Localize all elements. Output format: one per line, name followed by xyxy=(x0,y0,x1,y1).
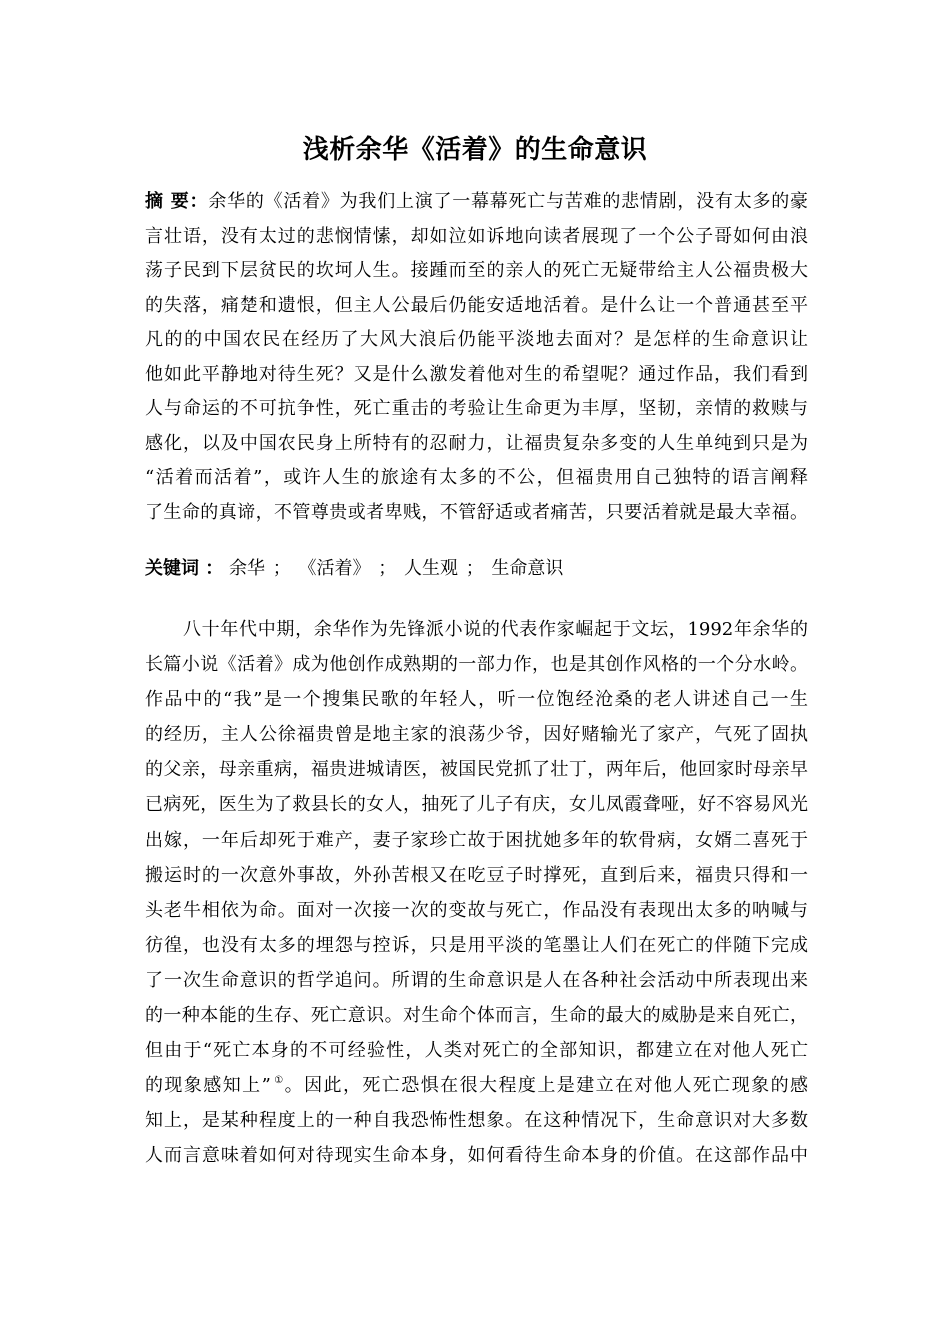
abstract-line: 言壮语，没有太过的悲悯情愫，却如泣如诉地向读者展现了一个公子哥如何由浪 xyxy=(145,225,808,247)
body-line: 但由于“死亡本身的不可经验性，人类对死亡的全部知识，都建立在对他人死亡 xyxy=(145,1040,808,1062)
body-line: 彷徨，也没有太多的埋怨与控诉，只是用平淡的笔墨让人们在死亡的伴随下完成 xyxy=(145,934,808,956)
keyword-item: 余华 xyxy=(229,558,266,579)
keyword-separator: ； xyxy=(465,558,484,579)
footnote-marker[interactable]: ① xyxy=(272,1075,285,1087)
keyword-separator: ； xyxy=(272,558,291,579)
body-line: 八十年代中期，余华作为先锋派小说的代表作家崛起于文坛，1992年余华的 xyxy=(183,619,808,640)
keyword-separator: ； xyxy=(378,558,397,579)
page-title: 浅析余华《活着》的生命意识 xyxy=(302,135,648,165)
abstract-line: 荡子民到下层贫民的坎坷人生。接踵而至的亲人的死亡无疑带给主人公福贵极大 xyxy=(145,260,808,281)
abstract-line: “活着而活着”，或许人生的旅途有太多的不公，但福贵用自己独特的语言阐释 xyxy=(145,467,808,488)
body-line: 人而言意味着如何对待现实生命本身，如何看待生命本身的价值。在这部作品中 xyxy=(145,1145,808,1167)
keyword-item: 《活着》 xyxy=(298,558,371,579)
abstract-line: 摘 要：余华的《活着》为我们上演了一幕幕死亡与苦难的悲情剧，没有太多的豪 xyxy=(145,191,808,212)
body-line: 搬运时的一次意外事故，外孙苦根又在吃豆子时撑死，直到后来，福贵只得和一 xyxy=(145,864,808,886)
abstract-section xyxy=(145,185,808,530)
body-paragraph xyxy=(145,612,808,1174)
abstract-label: 摘 要： xyxy=(145,191,209,212)
abstract-line: 了生命的真谛，不管尊贵或者卑贱，不管舒适或者痛苦，只要活着就是最大幸福。 xyxy=(145,501,808,523)
body-line: 出嫁，一年后却死于难产，妻子家珍亡故于困扰她多年的软骨病，女婿二喜死于 xyxy=(145,829,808,851)
abstract-line: 的失落，痛楚和遗恨，但主人公最后仍能安适地活着。是什么让一个普通甚至平 xyxy=(145,294,808,316)
body-line: 长篇小说《活着》成为他创作成熟期的一部力作，也是其创作风格的一个分水岭。 xyxy=(145,654,808,676)
body-line: 已病死，医生为了救县长的女人，抽死了儿子有庆，女儿凤霞聋哑，好不容易风光 xyxy=(145,794,808,816)
body-line: 头老牛相依为命。面对一次接一次的变故与死亡，作品没有表现出太多的呐喊与 xyxy=(145,899,808,921)
body-line: 的父亲，母亲重病，福贵进城请医，被国民党抓了壮丁，两年后，他回家时母亲早 xyxy=(145,759,808,781)
abstract-line: 感化，以及中国农民身上所特有的忍耐力，让福贵复杂多变的人生单纯到只是为 xyxy=(145,432,808,454)
keywords-label: 关键词 ： xyxy=(145,558,224,579)
abstract-line: 他如此平静地对待生死？又是什么激发着他对生的希望呢？通过作品，我们看到 xyxy=(145,363,808,385)
body-line: 了一次生命意识的哲学追问。所谓的生命意识是人在各种社会活动中所表现出来 xyxy=(145,969,808,991)
body-line: 的现象感知上” ①。因此，死亡恐惧在很大程度上是建立在对他人死亡现象的感 xyxy=(145,1075,808,1097)
body-line: 的一种本能的生存、死亡意识。对生命个体而言，生命的最大的威胁是来自死亡， xyxy=(145,1005,808,1027)
body-line: 的经历，主人公徐福贵曾是地主家的浪荡少爷，因好赌输光了家产，气死了固执 xyxy=(145,724,808,746)
body-line: 作品中的“我”是一个搜集民歌的年轻人，听一位饱经沧桑的老人讲述自己一生 xyxy=(145,689,808,711)
keyword-item: 生命意识 xyxy=(491,558,564,579)
abstract-line: 凡的的中国农民在经历了大风大浪后仍能平淡地去面对？是怎样的生命意识让 xyxy=(145,329,808,350)
body-line: 知上，是某种程度上的一种自我恐怖性想象。在这种情况下，生命意识对大多数 xyxy=(145,1110,808,1132)
keywords-section xyxy=(145,552,808,586)
abstract-line: 人与命运的不可抗争性，死亡重击的考验让生命更为丰厚，坚韧，亲情的救赎与 xyxy=(145,398,808,419)
keyword-item: 人生观 xyxy=(403,558,458,579)
